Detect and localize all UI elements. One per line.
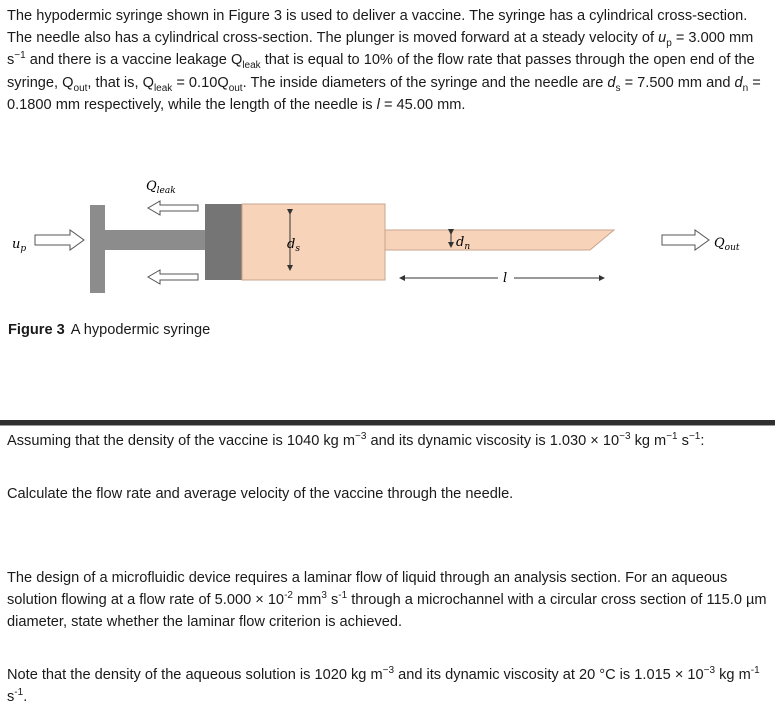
up-arrow — [35, 230, 84, 250]
plunger-head — [205, 204, 242, 280]
qout-label: $Q_{out}$ — [714, 236, 740, 253]
syringe-barrel — [242, 204, 385, 280]
section-divider-shadow — [0, 425, 775, 426]
problem-intro: The hypodermic syringe shown in Figure 3 is used to deliver a vaccine. The syringe has a cylindrical cross-section. The needle also has a cylindrical cross-section. The plunger is moved forward at a steady velocity of $u_p = 3.000$ mm $s^{-1}$ and there is a vaccine leakage $Q_{leak}$ that is equal to 10% of the flow rate that passes through the open end of the syringe, $Q_{out}$, that is, $Q_{leak} = 0.10Q_{out}$. The inside diameters of the syringe and the needle are $d_s = 7.500$ mm and $d_n = 0.1800$ mm respectively, while the length of the needle is l = 45.00 mm. — [7, 8, 761, 113]
design-question: The design of a microfluidic device requires a laminar flow of liquid through an analysis section. For an aqueous solution flowing at a flow rate of $5.000 \times 10^{-2}$ $mm^3$ $s^{-1}$ through a microchannel with a circular cross section of 115.0 µm diameter, state whether the laminar flow criterion is achieved. — [7, 570, 767, 631]
dn-label: $d_n$ — [456, 235, 471, 252]
plunger-handle — [90, 205, 105, 293]
leak-arrow-bottom — [148, 270, 198, 284]
figure-caption: Figure 3 A hypodermic syringe — [8, 322, 211, 338]
up-symbol: u — [658, 30, 667, 47]
ds-label: $d_s$ — [287, 237, 300, 254]
needle — [385, 230, 614, 250]
l-label: l — [503, 271, 508, 286]
leak-arrow-top — [148, 201, 198, 215]
calc-question: Calculate the flow rate and average velocity of the vaccine through the needle. — [7, 486, 514, 502]
note-statement: Note that the density of the aqueous solution is 1020 kg $m^{-3}$ and its dynamic viscosity at 20 °C is $1.015 \times 10^{-3}$ kg $m^{-1}$ $s^{-1}$. — [7, 665, 760, 706]
syringe-figure — [0, 170, 775, 310]
up-label: $u_p$ — [12, 237, 27, 254]
plunger-rod — [105, 230, 205, 250]
qleak-label: $Q_{leak}$ — [146, 179, 176, 196]
density-statement: Assuming that the density of the vaccine is 1040 kg $m^{-3}$ and its dynamic viscosity is $1.030 \times 10^{-3}$ kg $m^{-1}$ $s^{-1}$: — [7, 431, 705, 449]
qout-arrow — [662, 230, 709, 250]
